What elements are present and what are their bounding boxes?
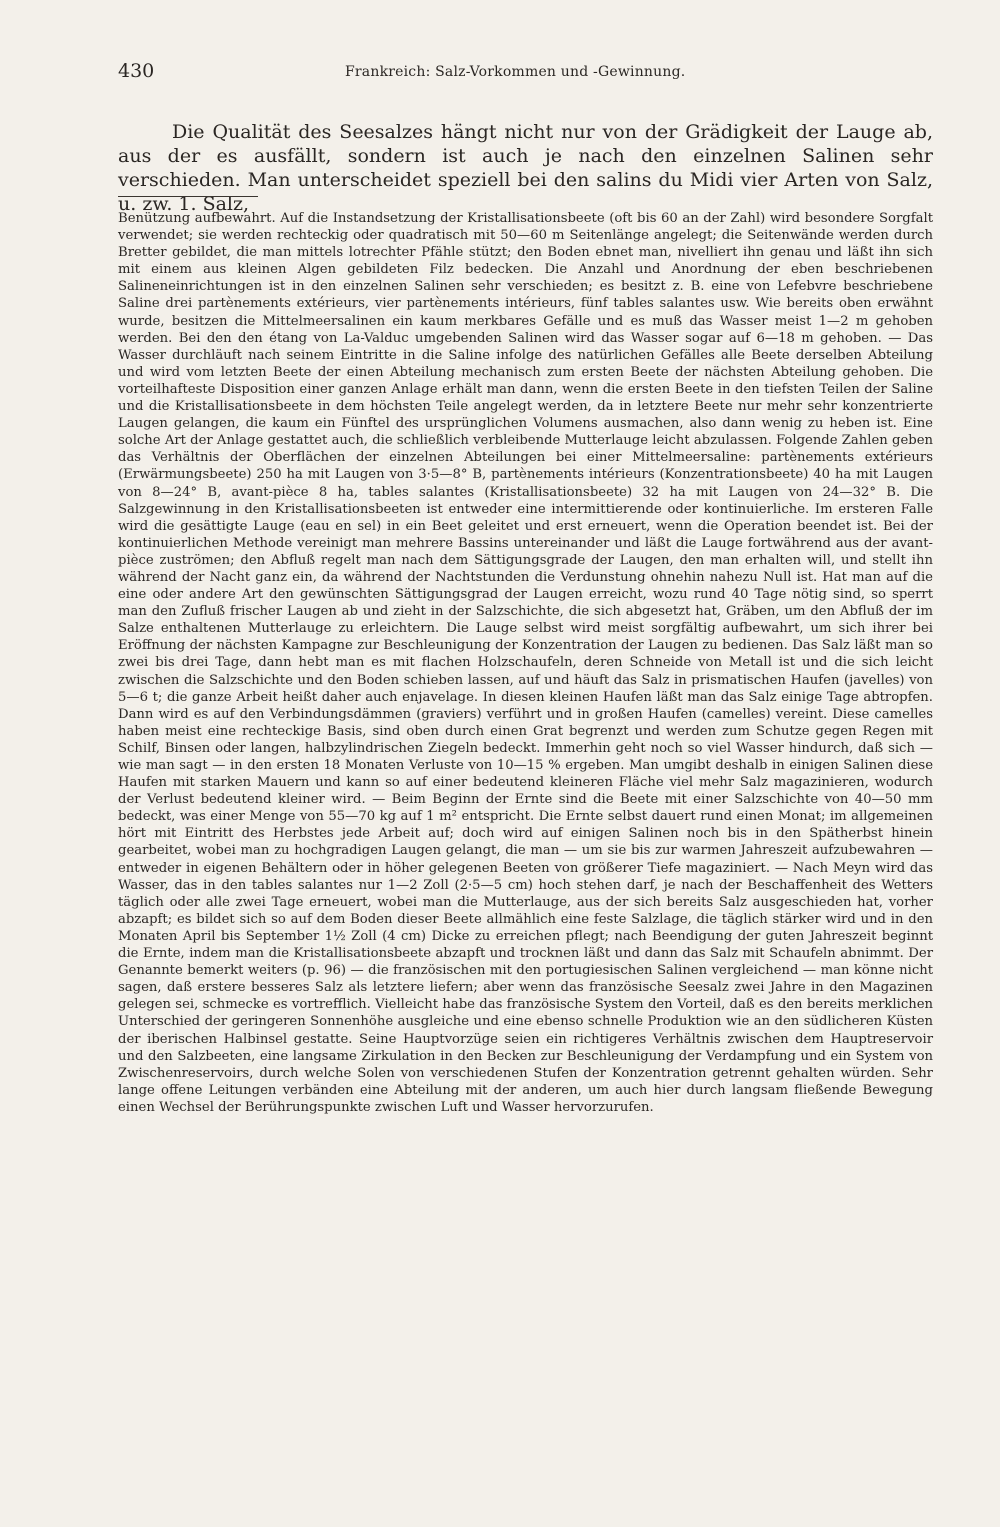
page-number: 430 — [118, 60, 155, 82]
body-text — [118, 210, 933, 1116]
page-header — [118, 60, 933, 84]
body-paragraph: Benützung aufbewahrt. Auf die Instandsetzung der Kristallisationsbeete (oft bis 60 an der Zahl) wird besondere Sorgfalt verwendet; sie werden rechteckig oder quadratisch mit 50—60 m Seitenlänge angelegt; die Seitenwände werden durch Bretter gebildet, die man mittels lotrechter Pfähle stützt; den Boden ebnet man, nivelliert ihn genau und läßt ihn sich mit einem aus kleinen Algen gebildeten Filz bedecken. Die Anzahl und Anordnung der eben beschriebenen Salineneinrichtungen ist in den einzelnen Salinen sehr verschieden; es besitzt z. B. eine von Lefebvre beschriebene Saline drei partènements extérieurs, vier partènements intérieurs, fünf tables salantes usw. Wie bereits oben erwähnt wurde, besitzen die Mittelmeersalinen ein kaum merkbares Gefälle und es muß das Wasser meist 1—2 m gehoben werden. Bei den den étang von La-Valduc umgebenden Salinen wird das Wasser sogar auf 6—18 m gehoben. — Das Wasser durchläuft nach seinem Eintritte in die Saline infolge des natürlichen Gefälles alle Beete derselben Abteilung und wird vom letzten Beete der einen Abteilung mechanisch zum ersten Beete der nächsten Abteilung gehoben. Die vorteilhafteste Disposition einer ganzen Anlage erhält man dann, wenn die ersten Beete in den tiefsten Teilen der Saline und die Kristallisationsbeete in dem höchsten Teile angelegt werden, da in letztere Beete nur mehr sehr konzentrierte Laugen gelangen, die kaum ein Fünftel des ursprünglichen Volumens ausmachen, also dann wenig zu heben ist. Eine solche Art der Anlage gestattet auch, die schließlich verbleibende Mutterlauge leicht abzulassen. Folgende Zahlen geben das Verhältnis der Oberflächen der einzelnen Abteilungen bei einer Mittelmeersaline: partènements extérieurs (Erwärmungsbeete) 250 ha mit Laugen von 3·5—8° B, partènements intérieurs (Konzentrationsbeete) 40 ha mit Laugen von 8—24° B, avant-pièce 8 ha, tables salantes (Kristallisationsbeete) 32 ha mit Laugen von 24—32° B. Die Salzgewinnung in den Kristallisationsbeeten ist entweder eine intermittierende oder kontinuierliche. Im ersteren Falle wird die gesättigte Lauge (eau en sel) in ein Beet geleitet und erst erneuert, wenn die Operation beendet ist. Bei der kontinuierlichen Methode vereinigt man mehrere Bassins untereinander und läßt die Lauge fortwährend aus der avant-pièce zuströmen; den Abfluß regelt man nach dem Sättigungsgrade der Laugen, den man erhalten will, und stellt ihn während der Nacht ganz ein, da während der Nachtstunden die Verdunstung ohnehin nahezu Null ist. Hat man auf die eine oder andere Art den gewünschten Sättigungsgrad der Laugen erreicht, wozu rund 40 Tage nötig sind, so sperrt man den Zufluß frischer Laugen ab und zieht in der Salzschichte, die sich abgesetzt hat, Gräben, um den Abfluß der im Salze enthaltenen Mutterlauge zu erleichtern. Die Lauge selbst wird meist sorgfältig aufbewahrt, um sich ihrer bei Eröffnung der nächsten Kampagne zur Beschleunigung der Konzentration der Laugen zu bedienen. Das Salz läßt man so zwei bis drei Tage, dann hebt man es mit flachen Holzschaufeln, deren Schneide von Metall ist und die sich leicht zwischen die Salzschichte und den Boden schieben lassen, auf und häuft das Salz in prismatischen Haufen (javelles) von 5—6 t; die ganze Arbeit heißt daher auch enjavelage. In diesen kleinen Haufen läßt man das Salz einige Tage abtropfen. Dann wird es auf den Verbindungsdämmen (graviers) verführt und in großen Haufen (camelles) vereint. Diese camelles haben meist eine rechteckige Basis, sind oben durch einen Grat begrenzt und werden zum Schutze gegen Regen mit Schilf, Binsen oder langen, halbzylindrischen Ziegeln bedeckt. Immerhin geht noch so viel Wasser hindurch, daß sich — wie man sagt — in den ersten 18 Monaten Verluste von 10—15 % ergeben. Man umgibt deshalb in einigen Salinen diese Haufen mit starken Mauern und kann so auf einer bedeutend kleineren Fläche viel mehr Salz magazinieren, wodurch der Verlust bedeutend kleiner wird. — Beim Beginn der Ernte sind die Beete mit einer Salzschichte von 40—50 mm bedeckt, was einer Menge von 55—70 kg auf 1 m² entspricht. Die Ernte selbst dauert rund einen Monat; im allgemeinen hört mit Eintritt des Herbstes jede Arbeit auf; doch wird auf einigen Salinen noch bis in den Spätherbst hinein gearbeitet, wobei man zu hochgradigen Laugen gelangt, die man — um sie bis zur warmen Jahreszeit aufzubewahren — entweder in eigenen Behältern oder in höher gelegenen Beeten von größerer Tiefe magaziniert. — Nach Meyn wird das Wasser, das in den tables salantes nur 1—2 Zoll (2·5—5 cm) hoch stehen darf, je nach der Beschaffenheit des Wetters täglich oder alle zwei Tage erneuert, wobei man die Mutterlauge, aus der sich bereits Salz ausgeschieden hat, vorher abzapft; es bildet sich so auf dem Boden dieser Beete allmählich eine feste Salzlage, die täglich stärker wird und in den Monaten April bis September 1½ Zoll (4 cm) Dicke zu erreichen pflegt; nach Beendigung der guten Jahreszeit beginnt die Ernte, indem man die Kristallisationsbeete abzapft und trocknen läßt und dann das Salz mit Schaufeln abnimmt. Der Genannte bemerkt weiters (p. 96) — die französischen mit den portugiesischen Salinen vergleichend — man könne nicht sagen, daß erstere besseres Salz als letztere liefern; aber wenn das französische Seesalz zwei Jahre in den Magazinen gelegen sei, schmecke es vortrefflich. Vielleicht habe das französische System den Vorteil, daß es den bereits merklichen Unterschied der geringeren Sonnenhöhe ausgleiche und eine ebenso schnelle Produktion wie an den südlicheren Küsten der iberischen Halbinsel gestatte. Seine Hauptvorzüge seien ein richtigeres Verhältnis zwischen dem Hauptreservoir und den Salzbeeten, eine langsame Zirkulation in den Becken zur Beschleunigung der Verdampfung und ein System von Zwischenreservoirs, durch welche Solen von verschiedenen Stufen der Konzentration getrennt gehalten würden. Sehr lange offene Leitungen verbänden eine Abteilung mit der anderen, um auch hier durch langsam fließende Bewegung einen Wechsel der Berührungspunkte zwischen Luft und Wasser hervorzurufen. — [118, 211, 933, 1115]
section-divider — [118, 196, 258, 197]
running-title: Frankreich: Salz-Vorkommen und -Gewinnung. — [345, 64, 686, 80]
lead-paragraph: Die Qualität des Seesalzes hängt nicht nur von der Grädigkeit der Lauge ab, aus der es ausfällt, sondern ist auch je nach den einzelnen Salinen sehr verschieden. Man unterscheidet speziell bei den salins du Midi vier Arten von Salz, u. zw. 1. Salz, — [118, 121, 933, 215]
